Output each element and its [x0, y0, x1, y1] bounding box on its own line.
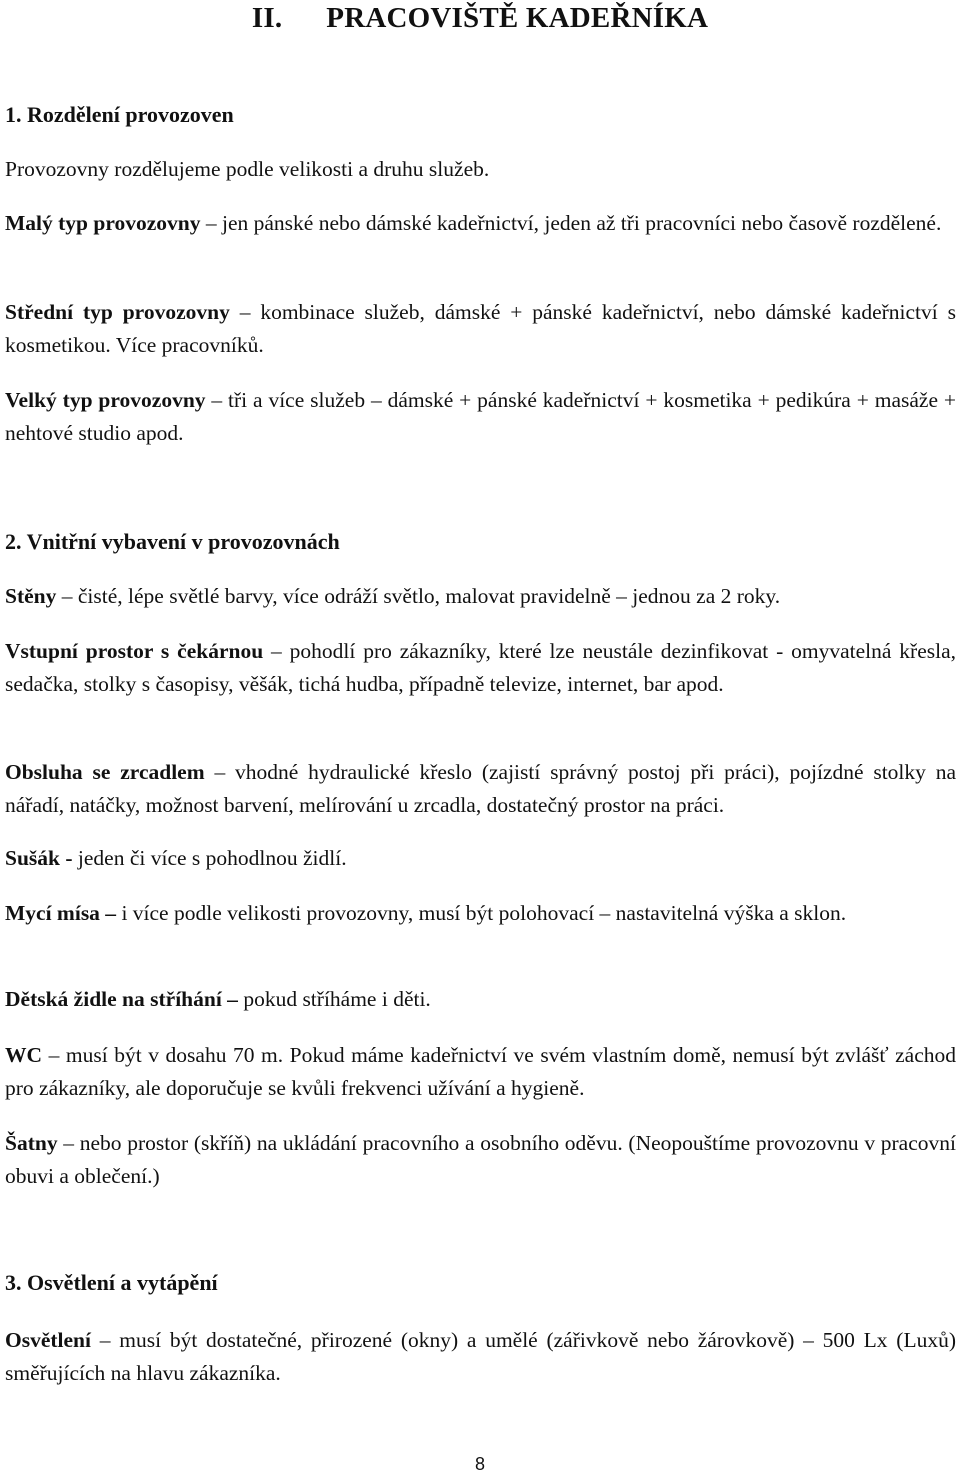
mirror-term: Obsluha se zrcadlem [5, 760, 205, 784]
entrance-text: – pohodlí pro zákazníky, které lze neustále dezinfikovat - omyvatelná křesla, sedačka, stolky s časopisy, věšák, tichá hudba, případně televize, internet, bar apod. [5, 639, 956, 696]
large-type-text: – tři a více služeb – dámské + pánské kadeřnictví + kosmetika + pedikúra + masáže + nehtové studio apod. [5, 388, 956, 445]
wc-paragraph [5, 1039, 956, 1105]
section1-intro: Provozovny rozdělujeme podle velikosti a druhu služeb. [5, 157, 490, 181]
wardrobe-term: Šatny [5, 1131, 58, 1155]
wc-text: – musí být v dosahu 70 m. Pokud máme kadeřnictví ve svém vlastním domě, nemusí být zvlášť záchod pro zákazníky, ale doporučuje se kvůli frekvenci užívání a hygieně. [5, 1043, 956, 1100]
child-chair-text: pokud stříháme i děti. [237, 987, 431, 1011]
large-type-paragraph [5, 384, 956, 450]
medium-type-text: – kombinace služeb, dámské + pánské kadeřnictví, nebo dámské kadeřnictví s kosmetikou. Více pracovníků. [5, 300, 956, 357]
page-title [0, 2, 960, 35]
section-heading-2: 2. Vnitřní vybavení v provozovnách [5, 529, 340, 554]
lighting-text: – musí být dostatečné, přirozené (okny) a umělé (zářivkově nebo žárovkově) – 500 Lx (Luxů) směřujících na hlavu zákazníka. [5, 1328, 956, 1385]
wardrobe-text: – nebo prostor (skříň) na ukládání pracovního a osobního oděvu. (Neopouštíme provozovnu v pracovní obuvi a oblečení.) [5, 1131, 956, 1188]
section-heading-1: 1. Rozdělení provozoven [5, 102, 234, 127]
small-type-paragraph [5, 207, 956, 240]
title-text: PRACOVIŠTĚ KADEŘNÍKA [326, 2, 709, 34]
lighting-paragraph [5, 1324, 956, 1390]
medium-type-paragraph [5, 296, 956, 362]
mirror-text: – vhodné hydraulické křeslo (zajistí správný postoj při práci), pojízdné stolky na nářadí, natáčky, možnost barvení, melírování u zrcadla, dostatečný prostor na práci. [5, 760, 957, 817]
mirror-paragraph [5, 756, 956, 822]
medium-type-term: Střední typ provozovny [5, 300, 230, 324]
large-type-term: Velký typ provozovny [5, 388, 206, 412]
page-number: 8 [474, 1454, 485, 1474]
wc-term: WC [5, 1043, 43, 1067]
walls-term: Stěny [5, 584, 57, 608]
child-chair-term: Dětská židle na stříhání – [5, 987, 238, 1011]
wash-text: i více podle velikosti provozovny, musí být polohovací – nastavitelná výška a sklon. [116, 901, 847, 925]
small-type-text: – jen pánské nebo dámské kadeřnictví, jeden až tři pracovníci nebo časově rozdělené. [200, 211, 942, 235]
walls-text: – čisté, lépe světlé barvy, více odráží světlo, malovat pravidelně – jednou za 2 roky. [56, 584, 781, 608]
dryer-term: Sušák - [5, 846, 73, 870]
entrance-term: Vstupní prostor s čekárnou [5, 639, 264, 663]
wash-paragraph [5, 897, 956, 930]
walls-paragraph [5, 580, 956, 613]
child-chair-paragraph [5, 983, 956, 1016]
title-number: II. [251, 2, 283, 34]
wardrobe-paragraph [5, 1127, 956, 1193]
dryer-paragraph [5, 842, 956, 875]
wash-term: Mycí mísa – [5, 901, 117, 925]
dryer-text: jeden či více s pohodlnou židlí. [72, 846, 347, 870]
small-type-term: Malý typ provozovny [5, 211, 201, 235]
entrance-paragraph [5, 635, 956, 701]
section-heading-3: 3. Osvětlení a vytápění [5, 1270, 218, 1295]
lighting-term: Osvětlení [5, 1328, 91, 1352]
